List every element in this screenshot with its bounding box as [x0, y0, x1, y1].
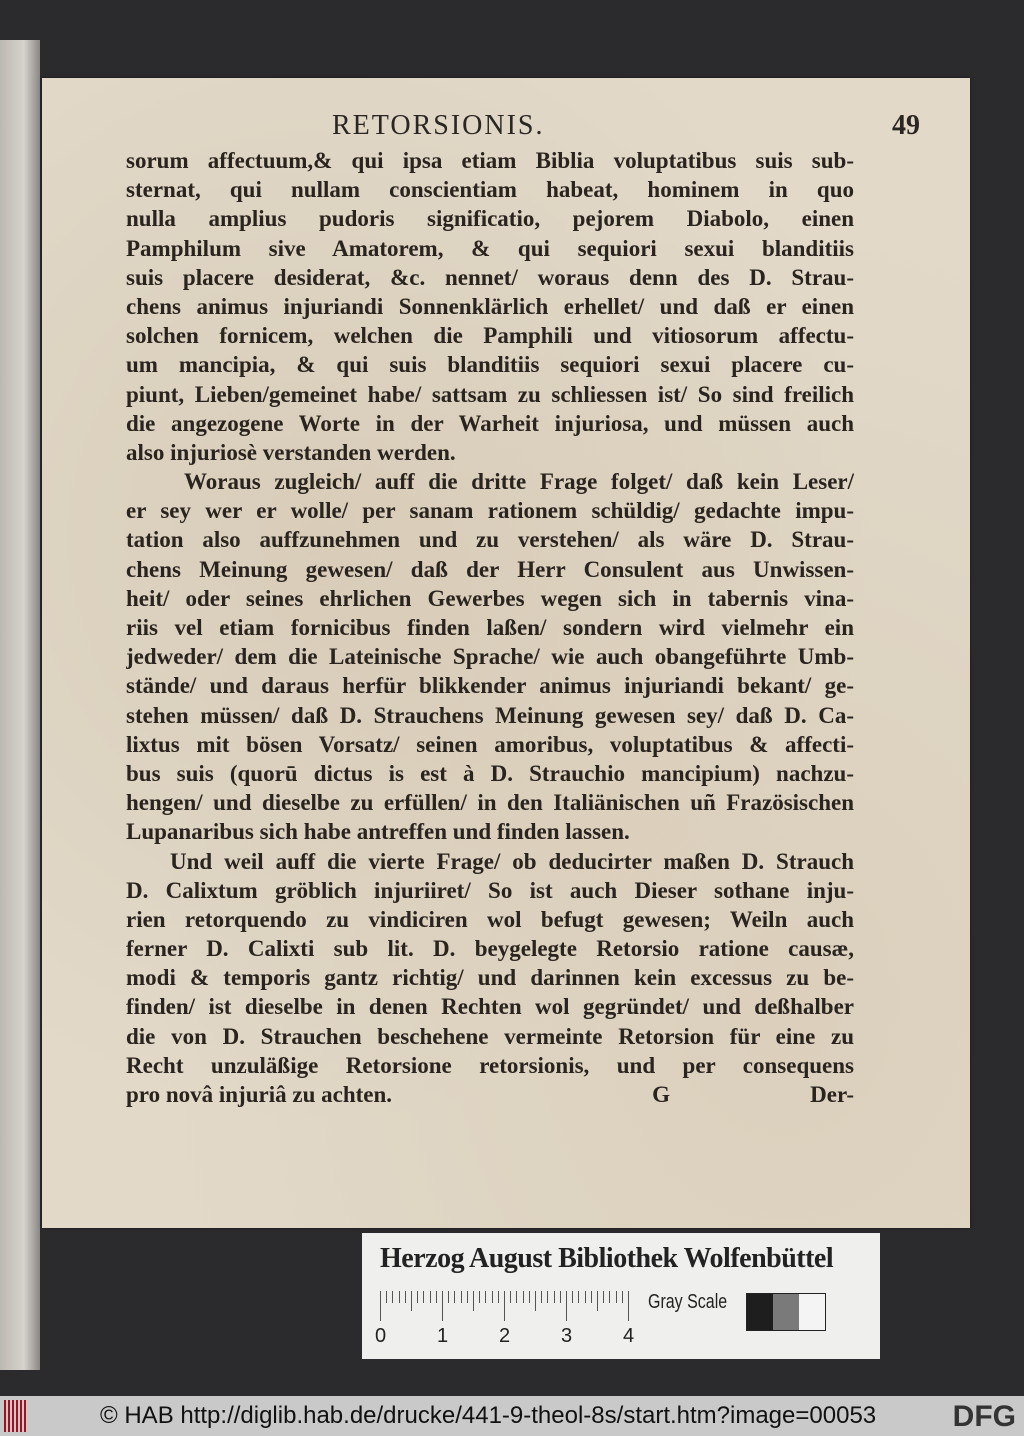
ruler-tick [529, 1291, 530, 1303]
ruler-tick [442, 1291, 443, 1321]
scanned-page [42, 78, 970, 1228]
ruler-tick [603, 1291, 604, 1303]
text-line: er sey wer er wolle/ per sanam rationem schüldig/ gedachte impu- [126, 498, 854, 524]
ruler-tick [411, 1291, 412, 1311]
gray-scale-label: Gray Scale [648, 1291, 728, 1313]
ruler-tick [430, 1291, 431, 1303]
ruler-number: 4 [623, 1325, 635, 1347]
ruler-tick [523, 1291, 524, 1303]
ruler-tick [578, 1291, 579, 1303]
gray-swatch [747, 1294, 773, 1330]
ruler-tick [448, 1291, 449, 1303]
ruler-tick [454, 1291, 455, 1303]
ruler-tick [591, 1291, 592, 1303]
ruler-tick [516, 1291, 517, 1303]
ruler-tick [467, 1291, 468, 1303]
ruler-tick [386, 1291, 387, 1303]
text-line: piunt, Lieben/gemeinet habe/ sattsam zu schliessen ist/ So sind freilich [126, 381, 854, 407]
ruler-tick [609, 1291, 610, 1303]
text-line: modi & temporis gantz richtig/ und darinnen kein excessus zu be- [126, 965, 854, 991]
ruler-tick [554, 1291, 555, 1303]
ruler-tick [597, 1291, 598, 1311]
text-line: Recht unzuläßige Retorsione retorsionis, und per consequens [126, 1052, 854, 1078]
text-line: bus suis (quorū dictus is est à D. Strauchio mancipium) nachzu- [126, 760, 854, 786]
text-line: D. Calixtum gröblich injuriiret/ So ist auch Dieser sothane inju- [126, 877, 854, 903]
copyright-url[interactable]: © HAB http://diglib.hab.de/drucke/441-9-theol-8s/start.htm?image=00053 [100, 1402, 877, 1429]
gray-swatch [799, 1294, 825, 1330]
text-line: heit/ oder seines ehrlichen Gewerbes wegen sich in tabernis vina- [126, 585, 854, 611]
text-line: jedweder/ dem die Lateinische Sprache/ wie auch obangeführte Umb- [126, 644, 854, 670]
final-line [126, 1080, 854, 1109]
page-body-text [126, 146, 854, 1109]
ruler-tick [405, 1291, 406, 1303]
text-line: solchen fornicem, welchen die Pamphili und vitiosorum affectu- [126, 323, 854, 349]
ruler-tick [510, 1291, 511, 1303]
text-line: hengen/ und dieselbe zu erfüllen/ in den Italiänischen uñ Frazösischen [126, 790, 854, 816]
text-line: Pamphilum sive Amatorem, & qui sequiori sexui blanditiis [126, 235, 854, 261]
ruler-number: 0 [375, 1325, 387, 1347]
ruler-tick [498, 1291, 499, 1303]
footer-bar [0, 1396, 1024, 1436]
adjacent-page-edge [0, 40, 40, 1370]
library-color-card [362, 1233, 880, 1359]
text-line: lixtus mit bösen Vorsatz/ seinen amoribus, voluptatibus & affecti- [126, 731, 854, 757]
ruler-tick [492, 1291, 493, 1303]
text-line: Und weil auff die vierte Frage/ ob deducirter maßen D. Strauch [170, 848, 854, 874]
text-line: sternat, qui nullam conscientiam habeat, hominem in quo [126, 177, 854, 203]
ruler-tick [473, 1291, 474, 1311]
ruler-tick [461, 1291, 462, 1303]
text-line: chens animus injuriandi Sonnenklärlich erhellet/ und daß er einen [126, 293, 854, 319]
text-line: sorum affectuum,& qui ipsa etiam Biblia voluptatibus suis sub- [126, 148, 854, 173]
text-line: finden/ ist dieselbe in denen Rechten wol gegründet/ und deßhalber [126, 994, 854, 1020]
ruler-tick [628, 1291, 629, 1321]
text-line: Woraus zugleich/ auff die dritte Frage folget/ daß kein Leser/ [184, 469, 854, 495]
measurement-ruler [375, 1291, 635, 1347]
ruler-tick [417, 1291, 418, 1303]
ruler-tick [560, 1291, 561, 1303]
ruler-tick [547, 1291, 548, 1303]
ruler-tick [436, 1291, 437, 1303]
ruler-tick [566, 1291, 567, 1321]
ruler-tick [423, 1291, 424, 1303]
signature-mark: G [652, 1082, 671, 1107]
ruler-tick [541, 1291, 542, 1303]
text-line: suis placere desiderat, &c. nennet/ woraus denn des D. Strau- [126, 264, 854, 290]
ruler-tick [572, 1291, 573, 1303]
ruler-tick [622, 1291, 623, 1303]
ruler-tick [616, 1291, 617, 1303]
text-line: chens Meinung gewesen/ daß der Herr Consulent aus Unwissen- [126, 556, 854, 582]
ruler-tick [380, 1291, 381, 1321]
text-line: die angezogene Worte in der Warheit injuriosa, und müssen auch [126, 410, 854, 436]
ruler-tick [504, 1291, 505, 1321]
running-head: RETORSIONIS. [332, 110, 545, 141]
ruler-tick [535, 1291, 536, 1311]
text-line: rien retorquendo zu vindiciren wol befugt gewesen; Weiln auch [126, 906, 854, 932]
gray-scale-swatches [746, 1293, 826, 1331]
text-line: Lupanaribus sich habe antreffen und finden lassen. [126, 819, 630, 845]
library-name: Herzog August Bibliothek Wolfenbüttel [380, 1243, 834, 1274]
ruler-tick [479, 1291, 480, 1303]
ruler-tick [392, 1291, 393, 1303]
text-line: um mancipia, & qui suis blanditiis sequiori sexui placere cu- [126, 352, 854, 378]
text-line: stände/ und daraus herfür blikkender animus injuriandi bekant/ ge- [126, 673, 854, 699]
text-line: die von D. Strauchen beschehene vermeinte Retorsion für eine zu [126, 1023, 854, 1049]
dfg-logo: DFG [952, 1400, 1016, 1433]
gray-swatch [773, 1294, 799, 1330]
text-line: nulla amplius pudoris significatio, pejorem Diabolo, einen [126, 206, 854, 232]
text-line: stehen müssen/ daß D. Strauchens Meinung gewesen sey/ daß D. Ca- [126, 702, 854, 728]
ruler-tick [485, 1291, 486, 1303]
ruler-number: 2 [499, 1325, 511, 1347]
catchword: Der- [810, 1082, 854, 1107]
text-line: ferner D. Calixti sub lit. D. beygelegte Retorsio ratione causæ, [126, 936, 854, 962]
ruler-number: 1 [437, 1325, 449, 1347]
ruler-tick [399, 1291, 400, 1303]
hab-logo-icon [4, 1400, 26, 1432]
ruler-tick [585, 1291, 586, 1303]
text-line: pro novâ injuriâ zu achten. [126, 1082, 393, 1107]
text-line: riis vel etiam fornicibus finden laßen/ sondern wird vielmehr ein [126, 615, 854, 640]
text-line: also injuriosè verstanden werden. [126, 439, 456, 465]
text-line: tation also auffzunehmen und zu verstehen/ als wäre D. Strau- [126, 527, 854, 553]
page-number: 49 [892, 110, 920, 141]
ruler-number: 3 [561, 1325, 573, 1347]
